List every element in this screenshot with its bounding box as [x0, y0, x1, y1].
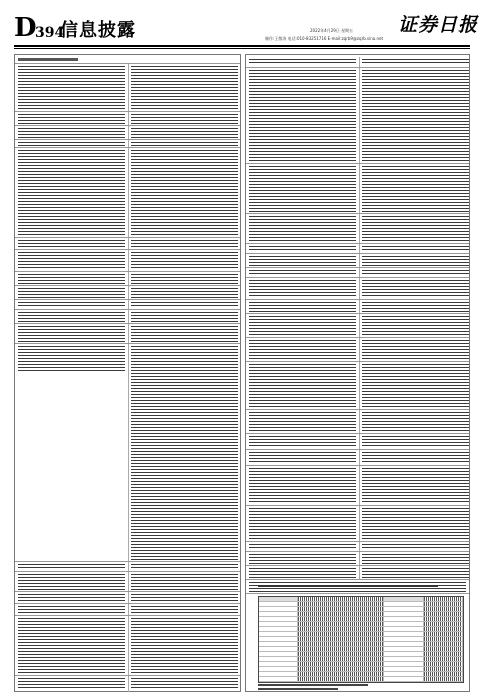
table-row	[246, 277, 469, 300]
table-row	[15, 285, 240, 300]
table-footnote	[258, 688, 338, 690]
table-row	[246, 313, 469, 338]
table-footnote	[258, 684, 368, 686]
table-row	[246, 409, 469, 434]
table-row	[246, 163, 469, 214]
table-row	[246, 449, 469, 466]
table-row	[246, 337, 469, 362]
column-heading-line	[18, 58, 78, 61]
header-rule-thin	[14, 48, 470, 49]
table-row	[246, 57, 469, 67]
table-row	[246, 551, 469, 566]
table-row	[15, 309, 240, 324]
issue-date: 2022年4月29日 星期五	[310, 28, 354, 33]
table-row	[15, 571, 240, 592]
table-row	[246, 253, 469, 268]
newspaper-logo: 证券日报	[398, 14, 479, 36]
table-row	[246, 361, 469, 410]
page-number: 394	[35, 25, 65, 41]
section-letter: D	[14, 13, 37, 43]
table-row	[246, 433, 469, 450]
announcement-left-column	[14, 54, 241, 692]
table-row	[246, 465, 469, 506]
table-row	[246, 505, 469, 542]
table-row	[246, 565, 469, 580]
table-row	[15, 323, 240, 344]
table-row	[15, 111, 240, 126]
section-title: 信息披露	[60, 20, 136, 41]
table-row	[15, 249, 240, 272]
table-row	[15, 615, 240, 676]
table-row	[15, 675, 240, 692]
table-row	[15, 125, 240, 140]
editor-contact: 制作:王敬涛 电话:010-83251716 E-mail:zqrb9@zqrb.sina.net	[265, 36, 384, 41]
table-row	[246, 67, 469, 164]
table-row	[15, 147, 240, 238]
table-row	[246, 299, 469, 314]
table-row	[15, 343, 240, 562]
header-rule	[14, 45, 470, 47]
table-row	[15, 271, 240, 286]
data-table	[258, 596, 464, 683]
table-title-line	[258, 585, 438, 587]
table-row	[246, 213, 469, 244]
table-row	[15, 63, 240, 112]
